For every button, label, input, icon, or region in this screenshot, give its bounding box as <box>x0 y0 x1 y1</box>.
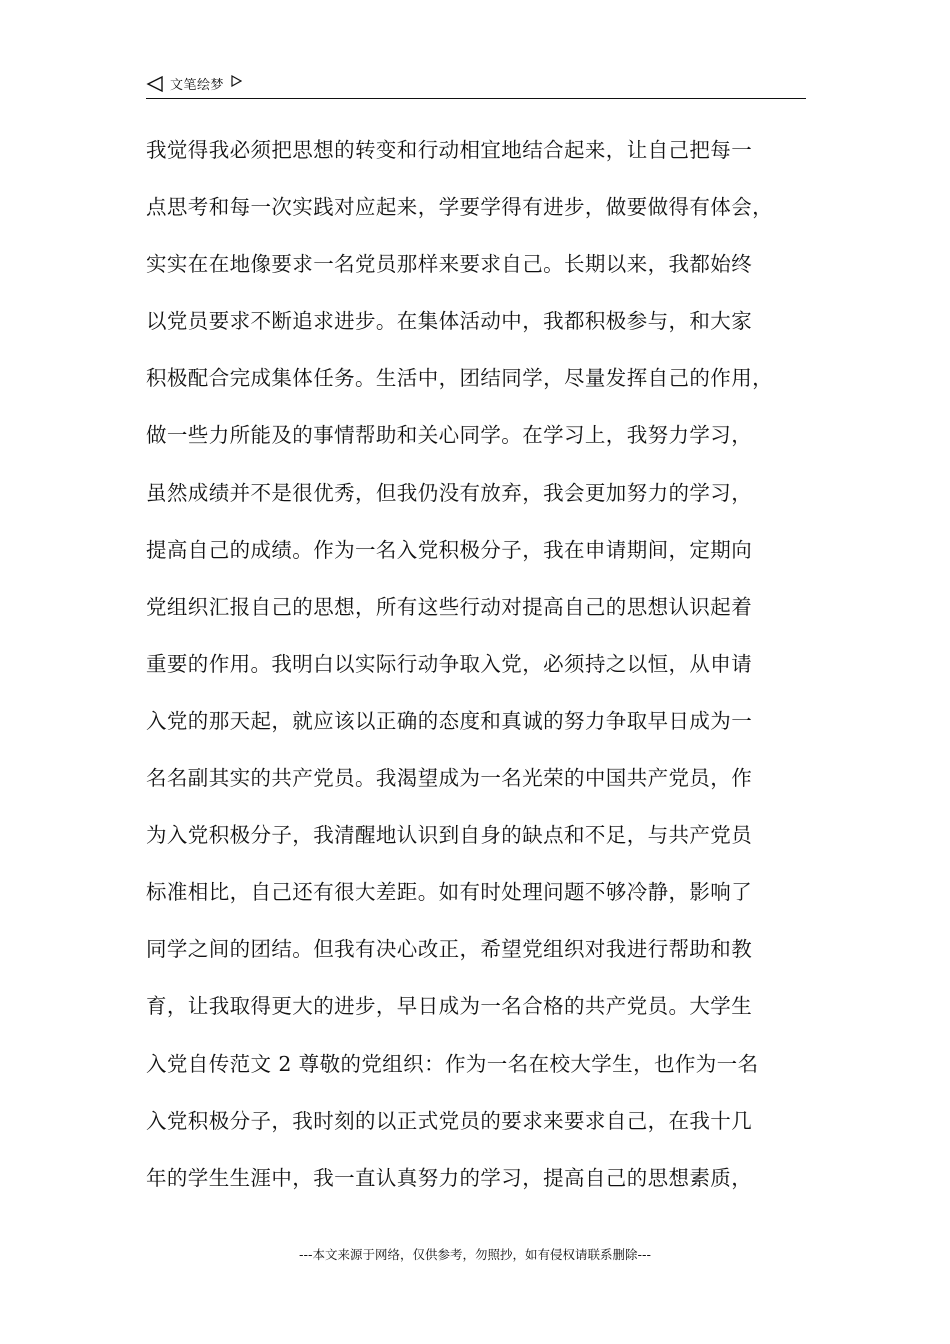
page-footer: ---本文来源于网络，仅供参考，勿照抄，如有侵权请联系删除--- <box>298 1247 652 1262</box>
body-line: 重要的作用。我明白以实际行动争取入党，必须持之以恒，从申请 <box>146 651 753 676</box>
body-line: 年的学生生涯中，我一直认真努力的学习，提高自己的思想素质， <box>146 1165 753 1190</box>
body-line: 标准相比，自己还有很大差距。如有时处理问题不够冷静，影响了 <box>146 880 753 905</box>
page-header <box>146 72 806 99</box>
document-body <box>146 128 826 1213</box>
body-line: 做一些力所能及的事情帮助和关心同学。在学习上，我努力学习， <box>146 423 753 448</box>
body-line: 实实在在地像要求一名党员那样来要求自己。长期以来，我都始终 <box>146 252 753 277</box>
header-brand <box>146 74 242 93</box>
body-line: 入党积极分子，我时刻的以正式党员的要求来要求自己，在我十几 <box>146 1108 753 1133</box>
triangle-left-icon <box>146 75 164 93</box>
triangle-right-icon <box>230 75 242 87</box>
header-title: 文笔绘梦 <box>170 78 225 93</box>
body-line: 虽然成绩并不是很优秀，但我仍没有放弃，我会更加努力的学习， <box>146 480 753 505</box>
body-line: 以党员要求不断追求进步。在集体活动中，我都积极参与，和大家 <box>146 309 753 334</box>
body-line: 名名副其实的共产党员。我渴望成为一名光荣的中国共产党员，作 <box>146 766 753 791</box>
body-line: 积极配合完成集体任务。生活中，团结同学，尽量发挥自己的作用， <box>146 366 773 391</box>
body-line: 育，让我取得更大的进步，早日成为一名合格的共产党员。大学生 <box>146 994 753 1019</box>
body-line: 为入党积极分子，我清醒地认识到自身的缺点和不足，与共产党员 <box>146 823 753 848</box>
body-line: 入党自传范文 2 尊敬的党组织：作为一名在校大学生，也作为一名 <box>146 1051 759 1076</box>
body-line: 我觉得我必须把思想的转变和行动相宜地结合起来，让自己把每一 <box>146 138 753 162</box>
body-line: 提高自己的成绩。作为一名入党积极分子，我在申请期间，定期向 <box>146 537 753 562</box>
body-line: 党组织汇报自己的思想，所有这些行动对提高自己的思想认识起着 <box>146 594 753 619</box>
body-line: 同学之间的团结。但我有决心改正，希望党组织对我进行帮助和教 <box>146 937 753 962</box>
body-line: 入党的那天起，就应该以正确的态度和真诚的努力争取早日成为一 <box>146 708 753 733</box>
body-line: 点思考和每一次实践对应起来，学要学得有进步，做要做得有体会， <box>146 195 773 220</box>
